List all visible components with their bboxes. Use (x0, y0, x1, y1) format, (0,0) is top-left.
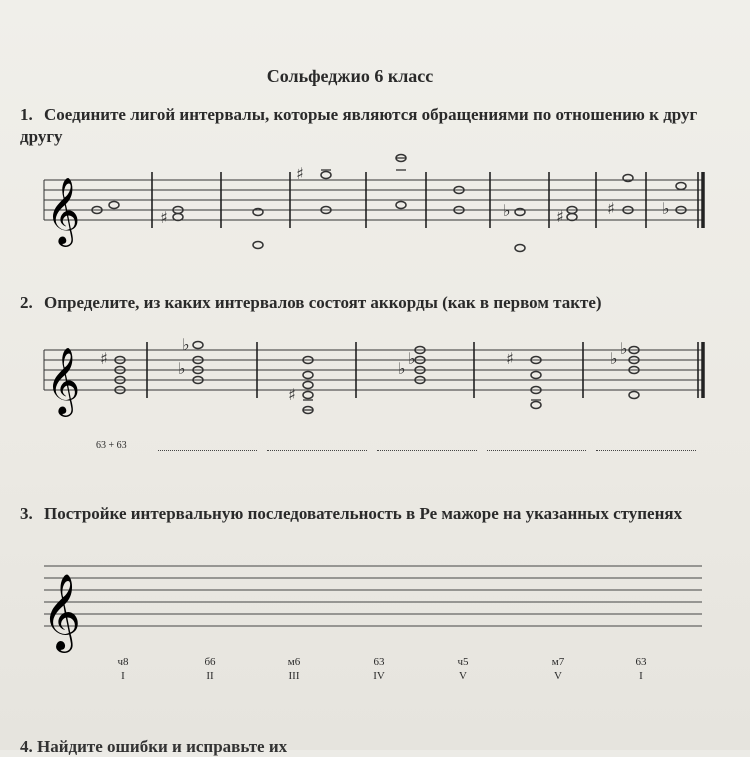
task-2-number: 2. (20, 293, 33, 312)
degree-label: м6 III (287, 656, 301, 682)
task-1-staff (0, 150, 750, 270)
sharp-icon: ♯ (296, 164, 304, 183)
treble-clef-icon: 𝄞 (46, 346, 81, 414)
flat-icon: ♭ (620, 339, 628, 358)
degree-label: ч8 I (117, 656, 129, 682)
flat-icon: ♭ (610, 349, 618, 368)
task-2-staff (0, 320, 750, 430)
answer-blank[interactable] (377, 442, 477, 451)
task-3-staff[interactable] (0, 556, 750, 656)
task-2-example-answer: 63 + 63 (96, 440, 127, 451)
sharp-icon: ♯ (556, 207, 564, 226)
sharp-icon: ♯ (100, 349, 108, 368)
answer-blank[interactable] (267, 442, 367, 451)
task-3-degrees (0, 655, 750, 695)
flat-icon: ♭ (398, 359, 406, 378)
flat-icon: ♭ (408, 349, 416, 368)
task-4 (20, 737, 287, 757)
task-2 (20, 292, 710, 314)
task-1 (20, 104, 710, 148)
task-2-answer-row (96, 440, 706, 451)
worksheet-title: Сольфеджио 6 класс (266, 66, 434, 86)
sharp-icon: ♯ (607, 199, 615, 218)
degree-label: 63 I (635, 656, 647, 682)
degree-label: б6 II (204, 656, 216, 682)
degree-label: м7 V (551, 656, 565, 682)
task-1-number: 1. (20, 105, 33, 124)
task-3-number: 3. (20, 504, 33, 523)
task-3-text: Постройке интервальную последовательность в Ре мажоре на указанных ступенях (44, 504, 683, 523)
answer-blank[interactable] (487, 442, 587, 451)
task-2-text: Определите, из каких интервалов состоят аккорды (как в первом такте) (44, 293, 602, 312)
degree-label: 63 IV (373, 656, 385, 682)
degree-label: ч5 V (457, 656, 469, 682)
flat-icon: ♭ (182, 335, 190, 354)
treble-clef-icon: 𝄞 (42, 573, 82, 650)
treble-clef-icon: 𝄞 (46, 176, 81, 244)
task-3 (20, 503, 710, 525)
sharp-icon: ♯ (160, 208, 168, 227)
flat-icon: ♭ (178, 359, 186, 378)
answer-blank[interactable] (596, 442, 696, 451)
flat-icon: ♭ (662, 199, 670, 218)
sharp-icon: ♯ (506, 349, 514, 368)
task-1-text: Соедините лигой интервалы, которые являются обращениями по отношению к друг другу (20, 105, 698, 146)
sharp-icon: ♯ (288, 385, 296, 404)
task-4-number: 4. (20, 737, 33, 756)
flat-icon: ♭ (503, 201, 511, 220)
task-4-text: Найдите ошибки и исправьте их (37, 737, 288, 756)
answer-blank[interactable] (158, 442, 258, 451)
